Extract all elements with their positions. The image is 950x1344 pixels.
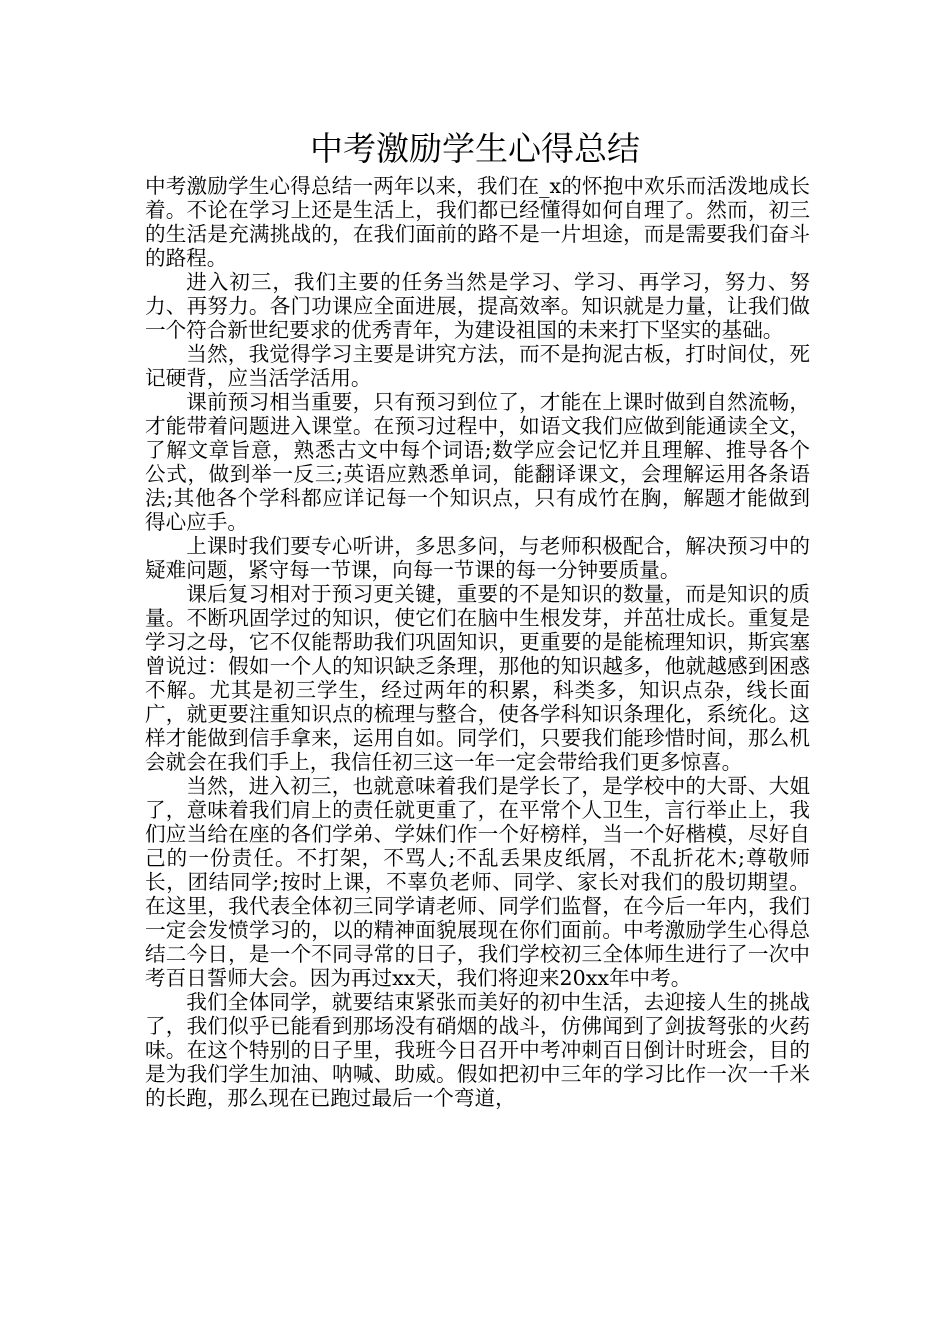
paragraph-4: 课前预习相当重要，只有预习到位了，才能在上课时做到自然流畅，才能带着问题进入课堂。在预习过程中，如语文我们应做到能通读全文，了解文章旨意，熟悉古文中每个词语;数学应会记忆并且理解、推导各个公式，做到举一反三;英语应熟悉单词，能翻译课文，会理解运用各条语法;其他各个学科都应详记每一个知识点，只有成竹在胸，解题才能做到得心应手。	[145, 390, 810, 534]
paragraph-8: 我们全体同学，就要结束紧张而美好的初中生活，去迎接人生的挑战了，我们似乎已能看到那场没有硝烟的战斗，仿佛闻到了剑拔弩张的火药味。在这个特别的日子里，我班今日召开中考冲刺百日倒计时班会，目的是为我们学生加油、呐喊、助威。假如把初中三年的学习比作一次一千米的长跑，那么现在已跑过最后一个弯道，	[145, 990, 810, 1110]
paragraph-3: 当然，我觉得学习主要是讲究方法，而不是拘泥古板，打时间仗，死记硬背，应当活学活用。	[145, 342, 810, 390]
paragraph-2: 进入初三，我们主要的任务当然是学习、学习、再学习，努力、努力、再努力。各门功课应全面进展，提高效率。知识就是力量，让我们做一个符合新世纪要求的优秀青年，为建设祖国的未来打下坚实的基础。	[145, 270, 810, 342]
paragraph-6: 课后复习相对于预习更关键，重要的不是知识的数量，而是知识的质量。不断巩固学过的知识，使它们在脑中生根发芽，并茁壮成长。重复是学习之母，它不仅能帮助我们巩固知识，更重要的是能梳理知识，斯宾塞曾说过：假如一个人的知识缺乏条理，那他的知识越多，他就越感到困惑不解。尤其是初三学生，经过两年的积累，科类多，知识点杂，线长面广，就更要注重知识点的梳理与整合，使各学科知识条理化，系统化。这样才能做到信手拿来，运用自如。同学们，只要我们能珍惜时间，那么机会就会在我们手上，我信任初三这一年一定会带给我们更多惊喜。	[145, 582, 810, 774]
document-title: 中考激励学生心得总结	[310, 129, 640, 168]
document-body	[145, 174, 810, 1110]
paragraph-7: 当然，进入初三，也就意味着我们是学长了，是学校中的大哥、大姐了，意味着我们肩上的责任就更重了，在平常个人卫生，言行举止上，我们应当给在座的各们学弟、学妹们作一个好榜样，当一个好楷模，尽好自己的一份责任。不打架，不骂人;不乱丢果皮纸屑，不乱折花木;尊敬师长，团结同学;按时上课，不辜负老师、同学、家长对我们的殷切期望。在这里，我代表全体初三同学请老师、同学们监督，在今后一年内，我们一定会发愤学习的，以的精神面貌展现在你们面前。中考激励学生心得总结二今日，是一个不同寻常的日子，我们学校初三全体师生进行了一次中考百日誓师大会。因为再过xx天，我们将迎来20xx年中考。	[145, 774, 810, 990]
paragraph-5: 上课时我们要专心听讲，多思多问，与老师积极配合，解决预习中的疑难问题，紧守每一节课，向每一节课的每一分钟要质量。	[145, 534, 810, 582]
paragraph-1: 中考激励学生心得总结一两年以来，我们在_x的怀抱中欢乐而活泼地成长着。不论在学习上还是生活上，我们都已经懂得如何自理了。然而，初三的生活是充满挑战的，在我们面前的路不是一片坦途，而是需要我们奋斗的路程。	[145, 174, 810, 270]
